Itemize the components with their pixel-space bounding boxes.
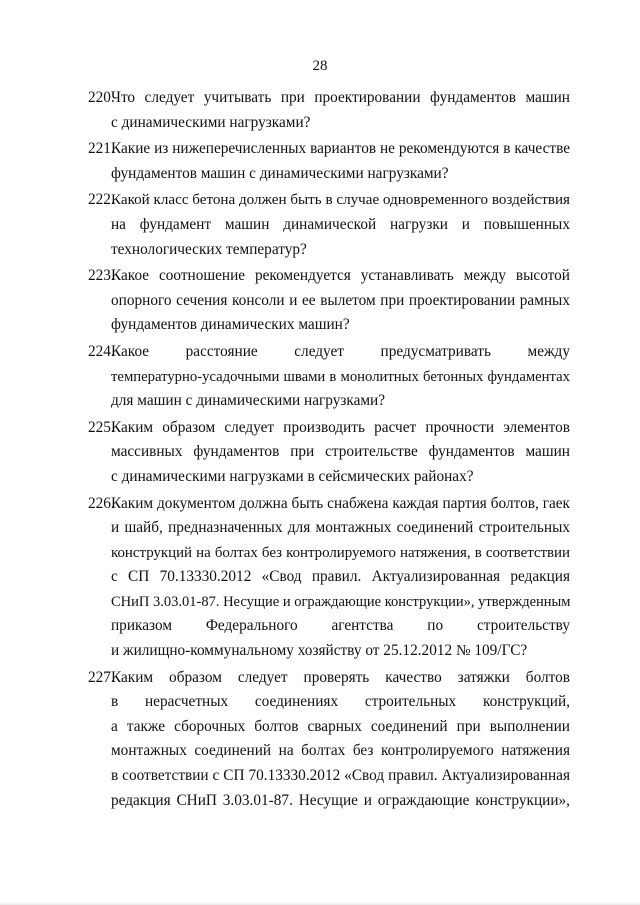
question-text-line: Какое соотношение рекомендуется устанавливать между высотой xyxy=(111,267,570,285)
question-text-line: в соответствии с СП 70.13330.2012 «Свод правил. Актуализированная xyxy=(111,767,570,785)
question-text-line: в нерасчетных соединениях строительных конструкций, xyxy=(111,693,570,711)
question-number: 221. xyxy=(88,140,115,158)
question-number: 227. xyxy=(88,668,115,686)
question-item xyxy=(88,492,570,664)
question-text-line: редакция СНиП 3.03.01-87. Несущие и ограждающие конструкции», xyxy=(111,791,570,809)
question-text-line: фундаментов машин с динамическими нагрузками? xyxy=(111,164,449,182)
question-text-line: Каким документом должна быть снабжена каждая партия болтов, гаек xyxy=(111,494,570,512)
question-number: 220. xyxy=(88,89,115,106)
question-text-line: массивных фундаментов при строительстве фундаментов машин xyxy=(111,443,570,461)
question-text-line: Каким образом следует производить расчет прочности элементов xyxy=(111,418,570,436)
question-text-line: а также сборочных болтов сварных соединений при выполнении xyxy=(111,717,570,735)
question-number: 222. xyxy=(88,191,115,209)
question-text-line: конструкций на болтах без контролируемого натяжения, в соответствии xyxy=(111,544,570,561)
question-item xyxy=(88,264,570,338)
question-text-line: для машин с динамическими нагрузками? xyxy=(111,392,386,410)
question-list xyxy=(88,86,570,815)
question-number: 225. xyxy=(88,418,115,436)
question-text-line: Какие из нижеперечисленных вариантов не рекомендуются в качестве xyxy=(111,140,570,158)
question-text-line: Какое расстояние следует предусматривать между xyxy=(111,342,570,360)
question-number: 226. xyxy=(88,494,115,512)
question-item xyxy=(88,340,570,414)
question-item xyxy=(88,666,570,814)
page-number: 28 xyxy=(312,58,328,74)
question-text-line: фундаментов динамических машин? xyxy=(111,316,350,334)
question-text-line: с динамическими нагрузками в сейсмических районах? xyxy=(111,467,474,485)
question-text-line: Какой класс бетона должен быть в случае одновременного воздействия xyxy=(111,192,570,209)
question-text-line: СНиП 3.03.01-87. Несущие и ограждающие конструкции», утвержденным xyxy=(111,593,571,610)
question-item xyxy=(88,416,570,490)
question-item xyxy=(88,188,570,262)
question-text-line: с СП 70.13330.2012 «Свод правил. Актуализированная редакция xyxy=(111,568,570,586)
question-text-line: температурно-усадочными швами в монолитных бетонных фундаментах xyxy=(111,368,570,385)
question-item xyxy=(88,86,570,135)
question-text-line: Каким образом следует проверять качество затяжки болтов xyxy=(111,668,570,686)
question-text-line: Что следует учитывать при проектировании фундаментов машин xyxy=(111,89,570,106)
question-text-line: и жилищно-коммунальному хозяйству от 25.12.2012 № 109/ГС? xyxy=(111,642,528,660)
question-text-line: и шайб, предназначенных для монтажных соединений строительных xyxy=(111,519,570,537)
question-text-line: опорного сечения консоли и ее вылетом при проектировании рамных xyxy=(111,291,570,309)
question-number: 223. xyxy=(88,267,115,285)
question-text-line: монтажных соединений на болтах без контролируемого натяжения xyxy=(111,742,570,760)
question-item xyxy=(88,137,570,186)
question-text-line: технологических температур? xyxy=(111,240,307,258)
question-text-line: приказом Федерального агентства по строительству xyxy=(111,617,570,635)
question-text-line: с динамическими нагрузками? xyxy=(111,113,311,131)
question-number: 224. xyxy=(88,342,115,360)
question-text-line: на фундамент машин динамической нагрузки и повышенных xyxy=(111,215,570,233)
